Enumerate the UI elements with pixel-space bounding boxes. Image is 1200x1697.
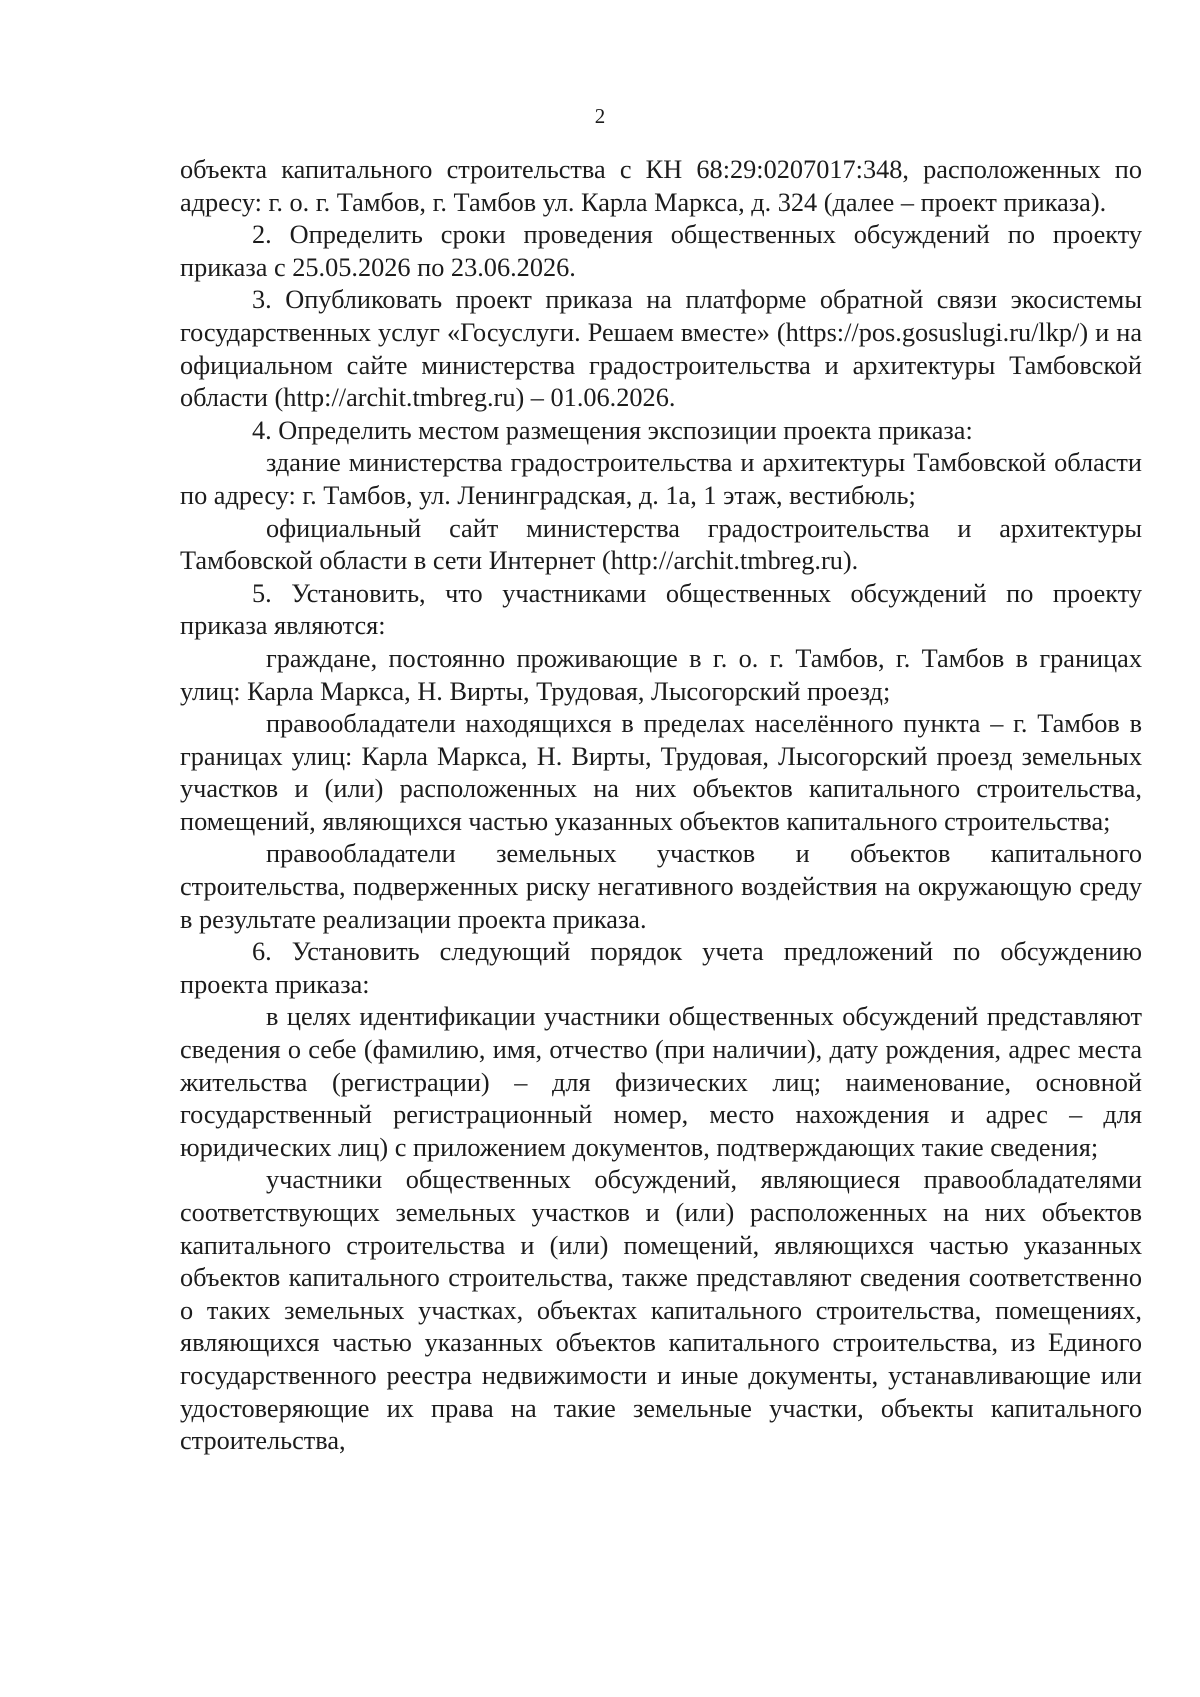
- paragraph-sub-citizens: граждане, постоянно проживающие в г. о. г. Тамбов, г. Тамбов в границах улиц: Карла Маркса, Н. Вирты, Трудовая, Лысогорский проезд;: [180, 643, 1142, 706]
- paragraph-sub-rightholders: правообладатели находящихся в пределах населённого пункта – г. Тамбов в границах улиц: Карла Маркса, Н. Вирты, Трудовая, Лысогорский проезд земельных участков и (или) расположенных на них объектов капитального строительства, помещений, являющихся частью указанных объектов капитального строительства;: [180, 709, 1142, 836]
- page-number: 2: [594, 104, 606, 128]
- paragraph-sub-participants: участники общественных обсуждений, являющиеся правообладателями соответствующих земельных участков и (или) расположенных на них объектов капитального строительства и (или) помещений, являющихся частью указанных объектов капитального строительства, также представляют сведения соответственно о таких земельных участках, объектах капитального строительства, помещениях, являющихся частью указанных объектов капитального строительства, из Единого государственного реестра недвижимости и иные документы, устанавливающие или удостоверяющие их права на такие земельные участки, объекты капитального строительства,: [180, 1165, 1142, 1456]
- paragraph-sub-rightholders-risk: правообладатели земельных участков и объектов капитального строительства, подверженных риску негативного воздействия на окружающую среду в результате реализации проекта приказа.: [180, 839, 1142, 934]
- paragraph-item-5: 5. Установить, что участниками общественных обсуждений по проекту приказа являются:: [180, 578, 1142, 641]
- paragraph-sub-building: здание министерства градостроительства и архитектуры Тамбовской области по адресу: г. Тамбов, ул. Ленинградская, д. 1а, 1 этаж, вестибюль;: [180, 448, 1142, 510]
- paragraph-sub-website: официальный сайт министерства градостроительства и архитектуры Тамбовской области в сети Интернет (http://archit.tmbreg.ru).: [180, 513, 1142, 576]
- paragraph-continuation: объекта капитального строительства с КН 68:29:0207017:348, расположенных по адресу: г. о. г. Тамбов, г. Тамбов ул. Карла Маркса, д. 324 (далее – проект приказа).: [180, 155, 1142, 217]
- paragraph-sub-identification: в целях идентификации участники общественных обсуждений представляют сведения о себе (фамилию, имя, отчество (при наличии), дату рождения, адрес места жительства (регистрации) – для физических лиц; наименование, основной государственный регистрационный номер, место нахождения и адрес – для юридических лиц) с приложением документов, подтверждающих такие сведения;: [180, 1002, 1142, 1162]
- paragraph-item-4: 4. Определить местом размещения экспозиции проекта приказа:: [252, 415, 973, 445]
- document-body: [180, 154, 1142, 1458]
- paragraph-item-2: 2. Определить сроки проведения общественных обсуждений по проекту приказа с 25.05.2026 по 23.06.2026.: [180, 220, 1142, 282]
- paragraph-item-6: 6. Установить следующий порядок учета предложений по обсуждению проекта приказа:: [180, 937, 1142, 999]
- paragraph-item-3: 3. Опубликовать проект приказа на платформе обратной связи экосистемы государственных услуг «Госуслуги. Решаем вместе» (https://pos.gosuslugi.ru/lkp/) и на официальном сайте министерства градостроительства и архитектуры Тамбовской области (http://archit.tmbreg.ru) – 01.06.2026.: [180, 285, 1142, 413]
